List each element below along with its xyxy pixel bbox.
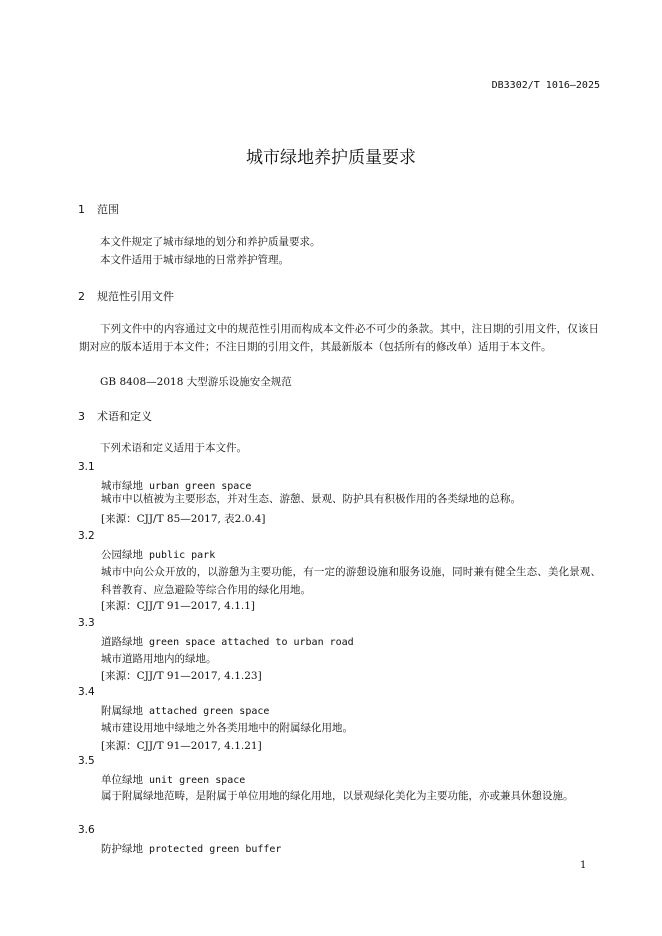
term-definition: 城市中以植被为主要形态，并对生态、游憩、景观、防护具有积极作用的各类绿地的总称。 bbox=[101, 493, 521, 505]
term-chinese: 城市绿地 bbox=[101, 480, 143, 492]
term-number: 3.2 bbox=[78, 530, 95, 542]
term-title bbox=[101, 547, 215, 562]
section-number: 1 bbox=[78, 203, 85, 216]
term-english: attached green space bbox=[149, 706, 270, 717]
section-number: 2 bbox=[78, 290, 85, 303]
term-source: [来源：CJJ/T 91—2017, 4.1.23] bbox=[101, 670, 262, 682]
term-title bbox=[101, 841, 281, 856]
section-number: 3 bbox=[78, 410, 85, 423]
term-definition: 城市道路用地内的绿地。 bbox=[101, 653, 217, 665]
term-chinese: 单位绿地 bbox=[101, 774, 143, 786]
term-definition: 属于附属绿地范畴，是附属于单位用地的绿化用地，以景观绿化美化为主要功能，亦或兼具休憩设施。 bbox=[101, 790, 574, 802]
term-title bbox=[101, 772, 245, 787]
normative-paragraph: 下列文件中的内容通过文中的规范性引用而构成本文件必不可少的条款。其中，注日期的引用文件，仅该日期对应的版本适用于本文件；不注日期的引用文件，其最新版本（包括所有的修改单）适用于本文件。 bbox=[79, 323, 599, 353]
term-chinese: 防护绿地 bbox=[101, 843, 143, 855]
term-english: green space attached to urban road bbox=[149, 637, 354, 648]
term-number: 3.1 bbox=[78, 461, 95, 473]
term-source: [来源：CJJ/T 85—2017, 表2.0.4] bbox=[101, 513, 266, 525]
normative-reference: GB 8408—2018 大型游乐设施安全规范 bbox=[100, 376, 292, 388]
section-heading-normative bbox=[78, 288, 174, 304]
scope-paragraph-2: 本文件适用于城市绿地的日常养护管理。 bbox=[100, 254, 289, 266]
term-chinese: 附属绿地 bbox=[101, 705, 143, 717]
scope-paragraph-1: 本文件规定了城市绿地的划分和养护质量要求。 bbox=[100, 236, 321, 248]
term-english: public park bbox=[149, 550, 216, 561]
section-title: 规范性引用文件 bbox=[97, 290, 174, 303]
term-title bbox=[101, 634, 354, 649]
term-english: urban green space bbox=[149, 481, 252, 492]
section-heading-terms bbox=[78, 408, 152, 424]
term-number: 3.5 bbox=[78, 755, 95, 767]
term-definition: 城市建设用地中绿地之外各类用地中的附属绿化用地。 bbox=[101, 722, 353, 734]
term-title bbox=[101, 703, 269, 718]
term-source: [来源：CJJ/T 91—2017, 4.1.1] bbox=[101, 600, 255, 612]
term-english: unit green space bbox=[149, 775, 246, 786]
page-number: 1 bbox=[580, 860, 587, 871]
term-chinese: 道路绿地 bbox=[101, 636, 143, 648]
terms-intro: 下列术语和定义适用于本文件。 bbox=[100, 442, 247, 454]
term-number: 3.6 bbox=[78, 824, 95, 836]
section-heading-scope bbox=[78, 201, 119, 217]
term-english: protected green buffer bbox=[149, 844, 282, 855]
term-chinese: 公园绿地 bbox=[101, 549, 143, 561]
document-number: DB3302/T 1016—2025 bbox=[491, 80, 600, 91]
section-title: 范围 bbox=[97, 203, 119, 216]
term-source: [来源：CJJ/T 91—2017, 4.1.21] bbox=[101, 740, 262, 752]
section-title: 术语和定义 bbox=[97, 410, 152, 423]
page-title: 城市绿地养护质量要求 bbox=[246, 148, 416, 168]
term-number: 3.4 bbox=[78, 686, 95, 698]
term-definition: 城市中向公众开放的，以游憩为主要功能，有一定的游憩设施和服务设施，同时兼有健全生态、美化景观、科普教育、应急避险等综合作用的绿化用地。 bbox=[101, 566, 601, 596]
term-number: 3.3 bbox=[78, 617, 95, 629]
